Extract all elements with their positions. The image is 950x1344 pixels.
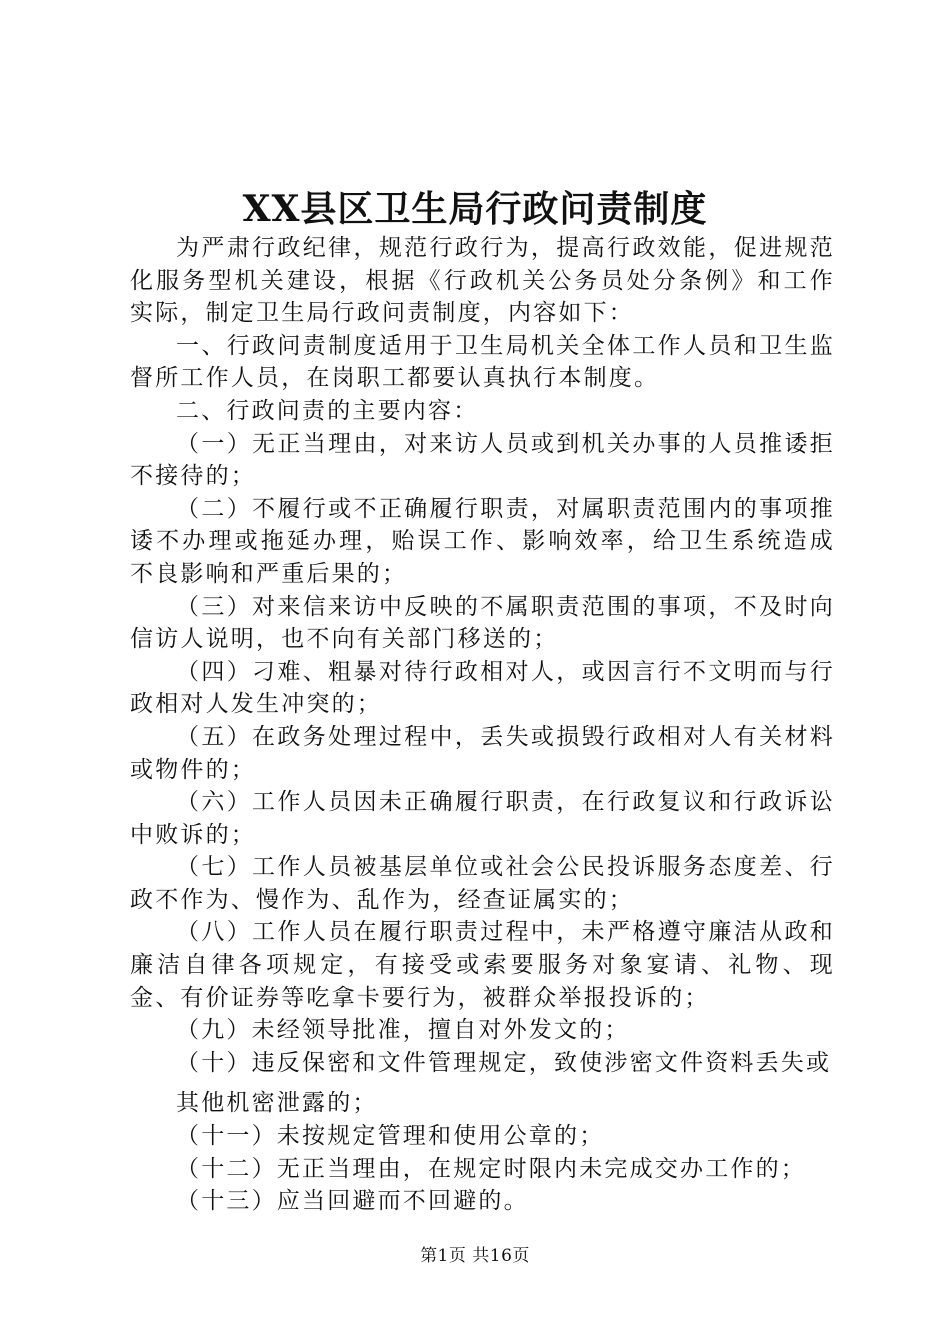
list-item: （十一）未按规定管理和使用公章的； [176,1123,605,1150]
document-title: XX县区卫生局行政问责制度 [242,188,708,230]
list-item: （七）工作人员被基层单位或社会公民投诉服务态度差、行政不作为、慢作为、乱作为，经查证属实的； [130,854,835,913]
paragraph-intro: 为严肃行政纪律，规范行政行为，提高行政效能，促进规范化服务型机关建设，根据《行政机关公务员处分条例》和工作实际，制定卫生局行政问责制度，内容如下： [130,235,835,327]
paragraph-section-heading: 二、行政问责的主要内容： [176,397,479,424]
list-item: （三）对来信来访中反映的不属职责范围的事项，不及时向信访人说明，也不向有关部门移送的； [130,593,835,653]
list-item: （十三）应当回避而不回避的。 [176,1188,529,1215]
list-item: （十二）无正当理由，在规定时限内未完成交办工作的； [176,1155,806,1182]
document-body [130,232,835,1218]
list-item: （一）无正当理由，对来访人员或到机关办事的人员推诿拒不接待的； [130,430,835,490]
list-item-continuation: 其他机密泄露的； [176,1090,378,1117]
paragraph-scope: 一、行政问责制度适用于卫生局机关全体工作人员和卫生监督所工作人员，在岗职工都要认真执行本制度。 [130,332,835,392]
list-item: （四）刁难、粗暴对待行政相对人，或因言行不文明而与行政相对人发生冲突的； [130,658,835,718]
list-item: （九）未经领导批准，擅自对外发文的； [176,1017,630,1044]
list-item: （六）工作人员因未正确履行职责，在行政复议和行政诉讼中败诉的； [130,789,835,848]
list-item: （八）工作人员在履行职责过程中，未严格遵守廉洁从政和廉洁自律各项规定，有接受或索要服务对象宴请、礼物、现金、有价证券等吃拿卡要行为，被群众举报投诉的； [130,919,835,1011]
list-item: （二）不履行或不正确履行职责，对属职责范围内的事项推诿不办理或拖延办理，贻误工作、影响效率，给卫生系统造成不良影响和严重后果的； [130,495,835,587]
list-item: （五）在政务处理过程中，丢失或损毁行政相对人有关材料或物件的； [130,723,835,783]
page-indicator: 第1页 共16页 [420,1246,530,1266]
list-item: （十）违反保密和文件管理规定，致使涉密文件资料丢失或 [176,1049,832,1076]
